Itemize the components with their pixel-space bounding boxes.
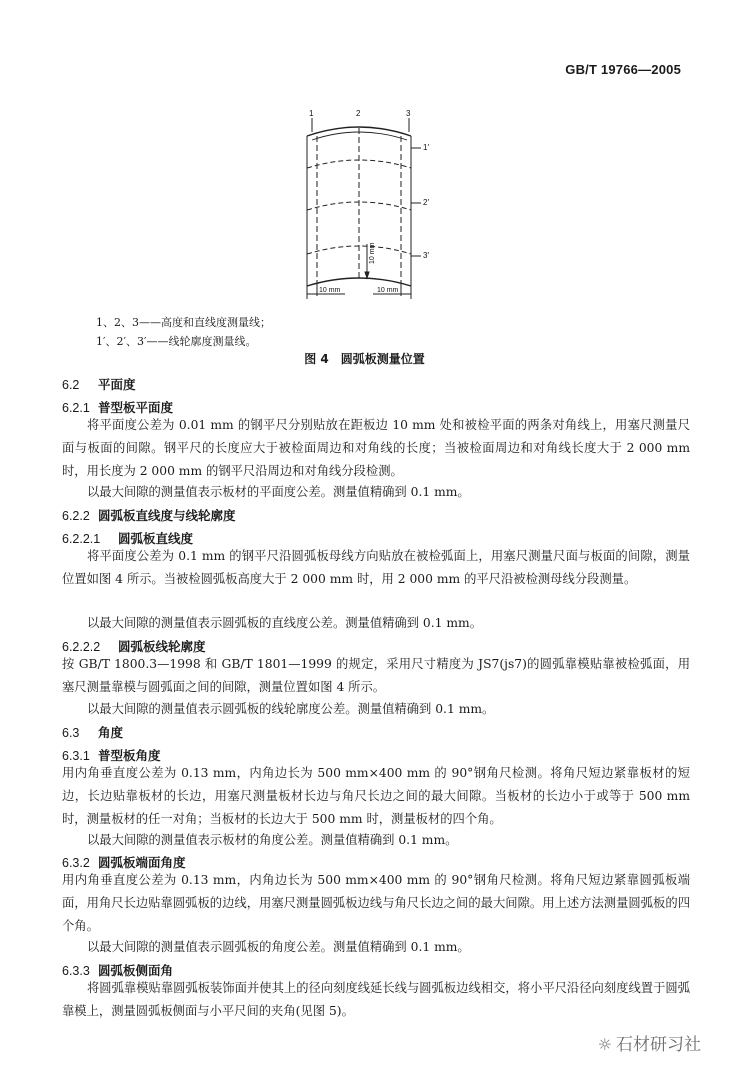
fig-label-3: 3 <box>406 109 411 118</box>
section-number: 6.2.2.1 <box>62 532 101 546</box>
fig-label-2prime: 2′ <box>423 198 429 207</box>
section-title: 平面度 <box>98 377 136 392</box>
section-6-2-2-heading <box>62 506 236 524</box>
paragraph: 以最大间隙的测量值表示板材的角度公差。测量值精确到 0.1 mm。 <box>87 833 458 847</box>
section-6-3-heading <box>62 723 123 741</box>
section-number: 6.3 <box>62 726 80 740</box>
fig-label-1prime: 1′ <box>423 143 429 152</box>
section-title: 圆弧板侧面角 <box>98 963 174 978</box>
section-number: 6.3.3 <box>62 964 90 978</box>
figure-4-drawing <box>295 106 445 301</box>
watermark <box>598 1030 701 1055</box>
figure-caption: 图 4 圆弧板测量位置 <box>304 352 425 366</box>
section-number: 6.2.2.2 <box>62 640 101 654</box>
wechat-icon: ☼ <box>597 1035 612 1054</box>
fig-label-2: 2 <box>356 109 361 118</box>
paragraph: 将圆弧靠模贴靠圆弧板装饰面并使其上的径向刻度线延长线与圆弧板边线相交，将小平尺沿径向刻度线置于圆弧靠模上，测量圆弧板侧面与小平尺间的夹角(见图 5)。 <box>62 981 690 1018</box>
paragraph: 以最大间隙的测量值表示圆弧板的线轮廓度公差。测量值精确到 0.1 mm。 <box>87 702 495 716</box>
fig-dim-left: 10 mm <box>319 287 341 294</box>
paragraph: 将平面度公差为 0.1 mm 的钢平尺沿圆弧板母线方向贴放在被检弧面上，用塞尺测量尺面与板面的间隙，测量位置如图 4 所示。当被检圆弧板高度大于 2 000 mm 时，用 2 000 mm 的平尺沿被检测母线分段测量。 <box>62 549 690 586</box>
paragraph: 以最大间隙的测量值表示圆弧板的直线度公差。测量值精确到 0.1 mm。 <box>87 616 483 630</box>
fig-dim-right: 10 mm <box>377 287 399 294</box>
section-number: 6.3.2 <box>62 856 90 870</box>
section-title: 圆弧板线轮廓度 <box>118 639 206 654</box>
section-title: 圆弧板直线度与线轮廓度 <box>98 508 236 523</box>
paragraph: 将平面度公差为 0.01 mm 的钢平尺分别贴放在距板边 10 mm 处和被检平面的两条对角线上，用塞尺测量尺面与板面的间隙。钢平尺的长度应大于被检面周边和对角线的长度；当被检面周边和对角线长度大于 2 000 mm 时，用长度为 2 000 mm 的钢平尺沿周边和对角线分段检测。 <box>62 418 690 478</box>
section-title: 普型板平面度 <box>98 400 174 415</box>
paragraph: 按 GB/T 1800.3—1998 和 GB/T 1801—1999 的规定，采用尺寸精度为 JS7(js7)的圆弧靠模贴靠被检弧面，用塞尺测量靠模与圆弧面之间的间隙，测量位置如图 4 所示。 <box>62 657 690 694</box>
section-title: 圆弧板直线度 <box>118 531 194 546</box>
section-number: 6.2.1 <box>62 401 90 415</box>
fig-dim-vertical: 10 mm <box>369 242 376 264</box>
paragraph: 用内角垂直度公差为 0.13 mm，内角边长为 500 mm×400 mm 的 90°钢角尺检测。将角尺短边紧靠圆弧板端面，用角尺长边贴靠圆弧板的边线，用塞尺测量圆弧板边线与角尺长边之间的最大间隙。用上述方法测量圆弧板的四个角。 <box>62 873 690 933</box>
fig-label-3prime: 3′ <box>423 251 429 260</box>
section-number: 6.3.1 <box>62 749 90 763</box>
figure-legend-2: 1′、2′、3′——线轮廓度测量线。 <box>96 335 257 348</box>
fig-label-1: 1 <box>309 109 314 118</box>
paragraph: 以最大间隙的测量值表示圆弧板的角度公差。测量值精确到 0.1 mm。 <box>87 940 470 954</box>
paragraph: 以最大间隙的测量值表示板材的平面度公差。测量值精确到 0.1 mm。 <box>87 485 470 499</box>
section-title: 普型板角度 <box>98 748 161 763</box>
section-6-2-heading <box>62 375 136 393</box>
paragraph: 用内角垂直度公差为 0.13 mm，内角边长为 500 mm×400 mm 的 90°钢角尺检测。将角尺短边紧靠板材的短边，长边贴靠板材的长边，用塞尺测量板材长边与角尺长边之间的最大间隙。当板材的长边小于或等于 500 mm 时，测量板材的任一对角；当板材的长边大于 500 mm 时，测量板材的四个角。 <box>62 766 690 826</box>
watermark-text: 石材研习社 <box>616 1035 701 1055</box>
figure-legend-1: 1、2、3——高度和直线度测量线； <box>96 316 271 329</box>
section-title: 角度 <box>98 725 124 740</box>
section-number: 6.2.2 <box>62 509 90 523</box>
section-number: 6.2 <box>62 378 80 392</box>
standard-code: GB/T 19766—2005 <box>565 62 681 77</box>
section-title: 圆弧板端面角度 <box>98 855 186 870</box>
